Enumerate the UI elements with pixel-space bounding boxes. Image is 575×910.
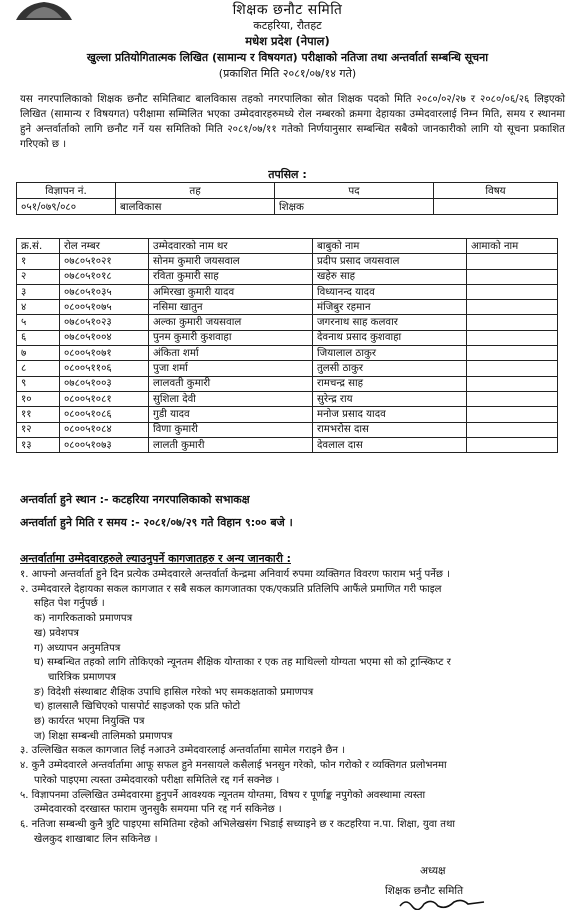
cell-name: सोनम कुमारी जयसवाल: [149, 254, 313, 269]
cell-sn: ७: [17, 346, 60, 361]
cell-sn: ११: [17, 407, 60, 422]
cell-roll: ०७८०५१०२१: [60, 254, 149, 269]
list-item: पारेको पाइएमा त्यस्ता उम्मेदवारको परीक्षा समितिले रद्द गर्न सक्नेछ ।: [34, 774, 280, 786]
list-item: ६. नतिजा सम्बन्धी कुनै त्रुटि पाइएमा समितिमा रहेको अभिलेखसंग भिडाई सच्याइने छ र कटहरिया न.पा. शिक्षा, युवा तथा: [20, 818, 456, 830]
table-row: [17, 300, 558, 315]
cell-roll: ०८००५१०७३: [60, 437, 149, 452]
table-row: [17, 361, 558, 376]
candidates-table: [16, 238, 558, 453]
cell-mother: [467, 254, 558, 269]
cell-name: विणा कुमारी: [149, 422, 313, 437]
sub-item: छ) कार्यरत भएमा नियुक्ति पत्र: [34, 716, 145, 728]
candidates-body: [17, 254, 558, 453]
cell-roll: ०८००५१०७५: [60, 300, 149, 315]
committee-title: शिक्षक छनौट समिति: [232, 2, 343, 18]
cell-roll: ०७८०५१०१८: [60, 269, 149, 284]
location-line: कटहरिया, रौतहट: [253, 19, 322, 32]
cell-father: खहेरु साह: [313, 269, 467, 284]
cell-father: तुलसी ठाकुर: [313, 361, 467, 376]
sub-item: घ) सम्बन्धित तहको लागि तोकिएको न्यूनतम शैक्षिक योग्ताका र एक तह माथिल्लो योग्यता भएमा सो को ट्रान्स्किप्ट र: [34, 657, 451, 669]
list-item: उम्मेदवारको दरखास्त फाराम जुनसुकै समयमा पनि रद्द गर्न सकिनेछ ।: [34, 804, 282, 816]
cell-father: जगरनाथ साह कलवार: [313, 315, 467, 330]
table-row: [17, 330, 558, 345]
cell-father: देवलाल दास: [313, 437, 467, 452]
cell-mother: [467, 391, 558, 406]
cell-name: अल्का कुमारी जयसवाल: [149, 315, 313, 330]
cell-father: मंजिबुर रहमान: [313, 300, 467, 315]
header-father: बाबुको नाम: [313, 239, 467, 254]
list-item: ४. कुनै उम्मेदवारले अन्तर्वार्तामा आफू सफल हुने मनसायले कसैलाई भनसुन गरेको, फोन गरोको र व्यक्तिगत प्रलोभनमा: [20, 760, 447, 772]
cell-father: जियालाल ठाकुर: [313, 346, 467, 361]
cell-sn: १२: [17, 422, 60, 437]
cell-sn: ४: [17, 300, 60, 315]
tapasil-heading: तपसिल :: [268, 168, 307, 181]
cell-roll: ०८००५१०८१: [60, 391, 149, 406]
cell-sn: ९: [17, 376, 60, 391]
documents-list: [20, 568, 565, 847]
ad-header-subject: विषय: [434, 183, 558, 199]
cell-mother: [467, 422, 558, 437]
cell-name: पुनम कुमारी कुशवाहा: [149, 330, 313, 345]
cell-mother: [467, 376, 558, 391]
cell-name: नसिमा खातुन: [149, 300, 313, 315]
signature-icon: [398, 896, 488, 910]
table-row: [17, 284, 558, 299]
cell-sn: ६: [17, 330, 60, 345]
cell-mother: [467, 284, 558, 299]
candidates-header-row: [17, 239, 558, 254]
cell-name: लालवती कुमारी: [149, 376, 313, 391]
cell-sn: १०: [17, 391, 60, 406]
cell-sn: १३: [17, 437, 60, 452]
cell-roll: ०८००५१०८६: [60, 407, 149, 422]
table-row: [17, 422, 558, 437]
ad-header-post: पद: [275, 183, 434, 199]
cell-mother: [467, 346, 558, 361]
cell-mother: [467, 315, 558, 330]
cell-father: विध्यानन्द यादव: [313, 284, 467, 299]
cell-mother: [467, 300, 558, 315]
cell-sn: १: [17, 254, 60, 269]
cell-name: गुडी यादव: [149, 407, 313, 422]
cell-name: अंकिता शर्मा: [149, 346, 313, 361]
header-roll: रोल नम्बर: [60, 239, 149, 254]
province-line: मधेश प्रदेश (नेपाल): [245, 34, 330, 48]
list-item: १. आफ्नो अन्तर्वार्ता हुने दिन प्रत्येक उम्मेदवारले अन्तर्वार्ता केन्द्रमा अनिवार्य रुपमा व्यक्तिगत विवरण फाराम भर्नु पर्नेछ ।: [20, 569, 450, 580]
cell-roll: ०७८०५१०३५: [60, 284, 149, 299]
cell-roll: ०७८०५१०२३: [60, 315, 149, 330]
table-row: [17, 315, 558, 330]
cell-roll: ०७८०५१००३: [60, 376, 149, 391]
ad-header-level: तह: [116, 183, 275, 199]
cell-roll: ०८००५१०८४: [60, 422, 149, 437]
cell-father: मनोज प्रसाद यादव: [313, 407, 467, 422]
list-item: २. उम्मेदवारले देहायका सकल कागजात र सबै सकल कागजातका एक/एकप्रति प्रतिलिपि आफैंले प्रमाणित गरी फाइल: [20, 583, 442, 595]
cell-mother: [467, 407, 558, 422]
documents-heading: अन्तर्वार्तामा उम्मेदवारहरुले ल्याउनुपर्ने कागजातहरु र अन्य जानकारी :: [20, 552, 291, 565]
cell-name: रविता कुमारी साह: [149, 269, 313, 284]
header-mother: आमाको नाम: [467, 239, 558, 254]
sub-item: ख) प्रवेशपत्र: [34, 627, 79, 639]
cell-father: देवनाथ प्रसाद कुशवाहा: [313, 330, 467, 345]
sub-item: ङ) विदेशी संस्थाबाट शैक्षिक उपाधि हासिल गरेको भए समकक्षताको प्रमाणपत्र: [34, 686, 314, 698]
published-date: (प्रकाशित मिति २०८१/०७/१४ गते): [218, 67, 357, 80]
cell-roll: ०८००५१०७१: [60, 346, 149, 361]
sub-item: चारित्रिक प्रमाणपत्र: [48, 671, 116, 683]
ad-post: शिक्षक: [275, 199, 434, 215]
advertisement-row: [17, 199, 558, 215]
cell-father: रामचन्द्र साह: [313, 376, 467, 391]
ad-level: बालविकास: [116, 199, 275, 215]
sub-item: च) हालसालै खिचिएको पासपोर्ट साइजको एक प्रति फोटो: [34, 701, 241, 713]
header-name: उम्मेदवारको नाम थर: [149, 239, 313, 254]
cell-sn: २: [17, 269, 60, 284]
signature-committee: शिक्षक छनौट समिति: [385, 885, 464, 897]
table-row: [17, 437, 558, 452]
table-row: [17, 376, 558, 391]
sub-item: ज) शिक्षा सम्बन्धी तालिमको प्रमाणपत्र: [34, 730, 173, 742]
cell-father: रामभरोस दास: [313, 422, 467, 437]
list-item: ५. विज्ञापनमा उल्लिखित उम्मेदवारमा हुनुपर्ने आवश्यक न्यूनतम योग्तमा, विषय र पूर्णाङ्क नपुगेको अवस्थामा त्यस्ता: [20, 789, 426, 801]
cell-sn: ३: [17, 284, 60, 299]
list-item: ३. उल्लिखित सकल कागजात लिई नआउने उम्मेदवारलाई अन्तर्वार्तामा सामेल गराइने छैन ।: [20, 745, 346, 757]
cell-roll: ०७८०५१००४: [60, 330, 149, 345]
signature-role: अध्यक्ष: [420, 865, 446, 877]
cell-mother: [467, 269, 558, 284]
cell-roll: ०८००५११०६: [60, 361, 149, 376]
advertisement-header-row: [17, 183, 558, 199]
table-row: [17, 346, 558, 361]
sub-item: क) नागरिकताको प्रमाणपत्र: [34, 613, 133, 625]
advertisement-table: [16, 182, 558, 215]
list-item: खेलकुद शाखाबाट लिन सकिनेछ ।: [34, 833, 158, 845]
cell-name: अमिरखा कुमारी यादव: [149, 284, 313, 299]
header-sn: क्र.सं.: [17, 239, 60, 254]
cell-name: लालती कुमारी: [149, 437, 313, 452]
cell-father: प्रदीप प्रसाद जयसवाल: [313, 254, 467, 269]
cell-mother: [467, 361, 558, 376]
list-item: सहित पेश गर्नुपर्छ ।: [34, 598, 105, 610]
interview-time: अन्तर्वार्ता हुने मिति र समय :- २०८१/०७/२९ गते विहान ९:०० बजे ।: [20, 516, 293, 529]
cell-mother: [467, 437, 558, 452]
cell-sn: ८: [17, 361, 60, 376]
cell-father: सुरेन्द्र राय: [313, 391, 467, 406]
cell-sn: ५: [17, 315, 60, 330]
cell-name: पुजा शर्मा: [149, 361, 313, 376]
ad-subject: [434, 199, 558, 215]
cell-mother: [467, 330, 558, 345]
intro-paragraph: यस नगरपालिकाको शिक्षक छनौट समितिबाट बालविकास तहको नगरपालिका स्रोत शिक्षक पदको मिति २०८०/०२/२७ र २०८०/०६/२६ लिइएको लिखित (सामान्य र विषयगत) परीक्षामा सम्मिलित भएका उम्मेदवारहरुमध्ये रोल नम्बरको क्रमगा देहायका उम्मेदवारलाई निम्न मिति, समय र स्थानमा हुने अन्तर्वार्ताको लागि छनौट गर्ने यस समितिको मिति २०८१/०७/११ गतेको निर्णयानुसार सम्बन्धित सबैको जानकारीको लागि यो सूचना प्रकाशित गरिएको छ ।: [20, 94, 565, 150]
sub-item: ग) अध्यापन अनुमतिपत्र: [34, 642, 121, 654]
table-row: [17, 391, 558, 406]
interview-place: अन्तर्वार्ता हुने स्थान :- कटहरिया नगरपालिकाको सभाकक्ष: [20, 493, 250, 506]
ad-number: ०५१/०७९/०८०: [17, 199, 116, 215]
table-row: [17, 269, 558, 284]
notice-title: खुल्ला प्रतियोगितात्मक लिखित (सामान्य र विषयगत) परीक्षाको नतिजा तथा अन्तर्वार्ता सम्बन्धि सूचना: [86, 51, 489, 64]
table-row: [17, 254, 558, 269]
cell-name: सुशिला देवी: [149, 391, 313, 406]
table-row: [17, 407, 558, 422]
ad-header-number: विज्ञापन नं.: [17, 183, 116, 199]
